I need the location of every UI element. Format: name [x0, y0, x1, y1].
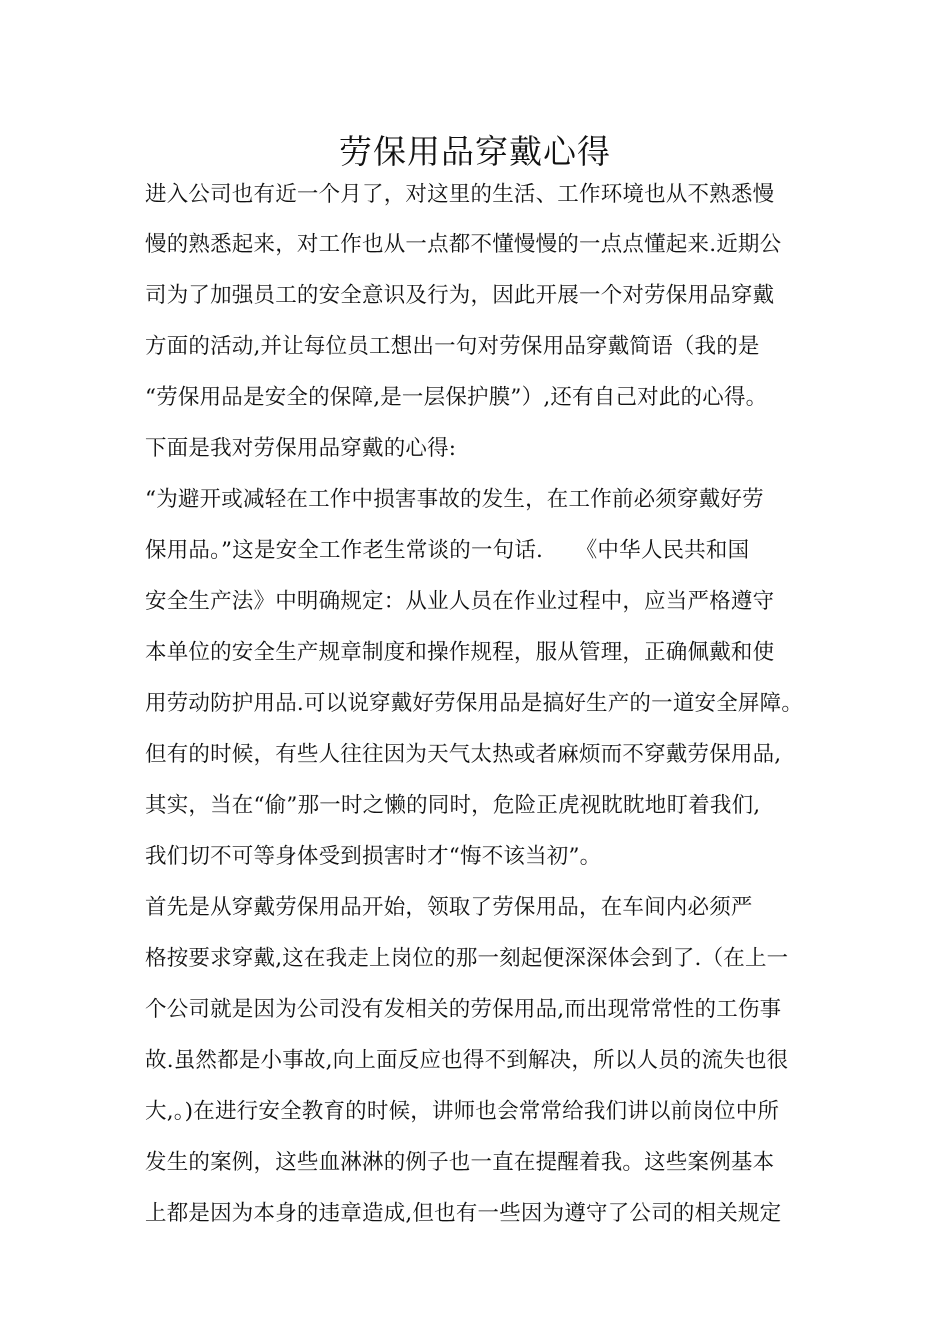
body-line: 其实，当在“偷”那一时之懒的同时，危险正虎视眈眈地盯着我们, — [145, 793, 761, 818]
body-line: 首先是从穿戴劳保用品开始，领取了劳保用品，在车间内必须严 — [145, 895, 753, 920]
body-line: 故.虽然都是小事故,向上面反应也得不到解决，所以人员的流失也很 — [145, 1048, 789, 1073]
body-line: 进入公司也有近一个月了，对这里的生活、工作环境也从不熟悉慢 — [145, 182, 775, 207]
body-line: 方面的活动,并让每位员工想出一句对劳保用品穿戴简语（我的是 — [145, 334, 760, 359]
body-line: 发生的案例，这些血淋淋的例子也一直在提醒着我。这些案例基本 — [145, 1150, 775, 1175]
document-title: 劳保用品穿戴心得 — [339, 132, 611, 171]
body-line: 司为了加强员工的安全意识及行为，因此开展一个对劳保用品穿戴 — [145, 283, 775, 308]
body-line: 用劳动防护用品.可以说穿戴好劳保用品是搞好生产的一道安全屏障。 — [145, 691, 804, 716]
body-line: “劳保用品是安全的保障,是一层保护膜”）,还有自己对此的心得。 — [145, 385, 768, 410]
body-line: 安全生产法》中明确规定：从业人员在作业过程中，应当严格遵守 — [145, 589, 775, 614]
body-line: 慢的熟悉起来，对工作也从一点都不懂慢慢的一点点懂起来.近期公 — [145, 232, 782, 257]
body-line: 但有的时候，有些人往往因为天气太热或者麻烦而不穿戴劳保用品, — [145, 742, 782, 767]
body-line: 保用品。”这是安全工作老生常谈的一句话. 《中华人民共和国 — [145, 538, 750, 563]
body-line: “为避开或减轻在工作中损害事故的发生，在工作前必须穿戴好劳 — [145, 487, 764, 512]
body-line: 大,。)在进行安全教育的时候，讲师也会常常给我们讲以前岗位中所 — [145, 1099, 780, 1124]
body-line: 我们切不可等身体受到损害时才“悔不该当初”。 — [145, 844, 602, 869]
body-line: 下面是我对劳保用品穿戴的心得: — [145, 436, 457, 461]
body-line: 上都是因为本身的违章造成,但也有一些因为遵守了公司的相关规定 — [145, 1201, 782, 1226]
body-line: 格按要求穿戴,这在我走上岗位的那一刻起便深深体会到了.（在上一 — [145, 946, 789, 971]
body-line: 个公司就是因为公司没有发相关的劳保用品,而出现常常性的工伤事 — [145, 997, 782, 1022]
body-line: 本单位的安全生产规章制度和操作规程，服从管理，正确佩戴和使 — [145, 640, 775, 665]
